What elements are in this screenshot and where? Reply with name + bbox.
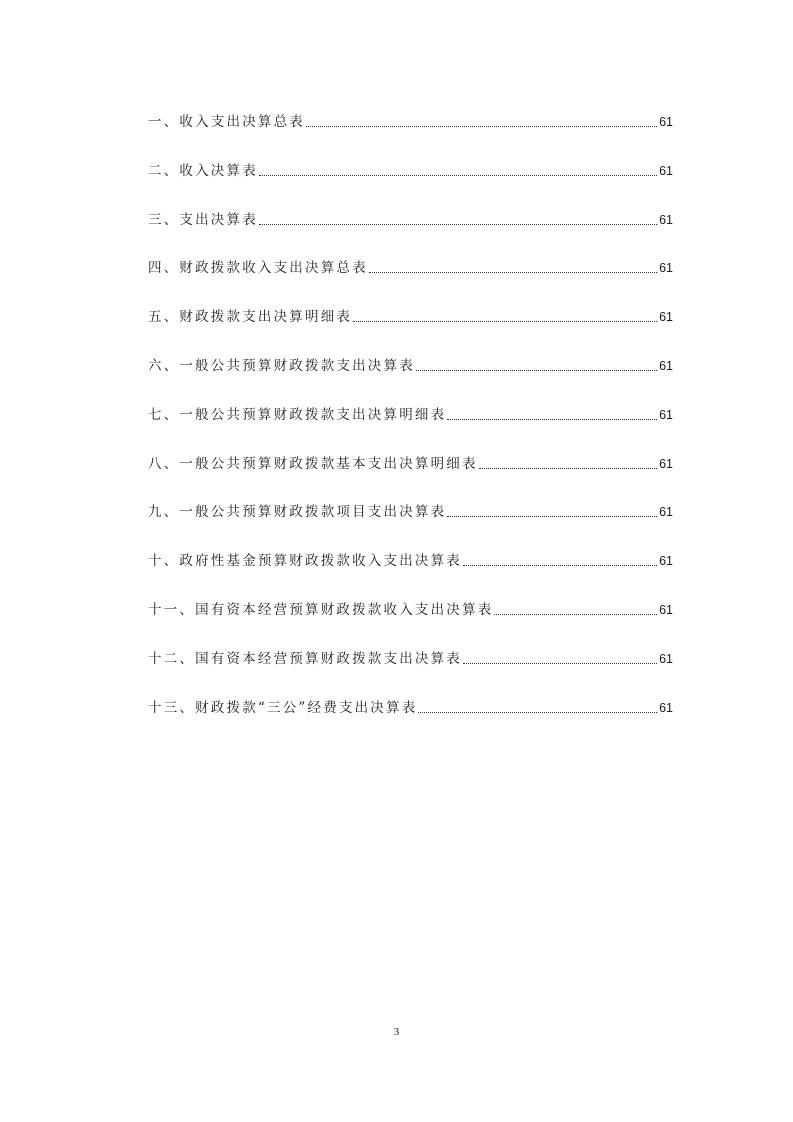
table-of-contents (148, 110, 673, 744)
toc-entry-title: 十二、国有资本经营预算财政拨款支出决算表 (148, 650, 462, 667)
toc-dot-leader (306, 126, 657, 127)
toc-entry-page: 61 (659, 163, 673, 178)
toc-dot-leader (447, 419, 657, 420)
toc-dot-leader (418, 712, 657, 713)
toc-entry-title: 七、一般公共预算财政拨款支出决算明细表 (148, 406, 447, 423)
toc-entry-page: 61 (659, 456, 673, 471)
toc-entry-title: 六、一般公共预算财政拨款支出决算表 (148, 357, 415, 374)
toc-entry-title: 十三、财政拨款“三公”经费支出决算表 (148, 699, 418, 716)
toc-entry[interactable] (148, 159, 673, 183)
toc-entry-page: 61 (659, 554, 673, 569)
toc-dot-leader (463, 663, 657, 664)
toc-dot-leader (494, 614, 657, 615)
toc-entry-title: 十、政府性基金预算财政拨款收入支出决算表 (148, 553, 462, 570)
toc-entry-page: 61 (659, 261, 673, 276)
toc-entry-page: 61 (659, 358, 673, 373)
toc-entry-title: 十一、国有资本经营预算财政拨款收入支出决算表 (148, 601, 494, 618)
toc-entry[interactable] (148, 208, 673, 232)
page-number: 3 (393, 1026, 400, 1038)
toc-entry-page: 61 (659, 407, 673, 422)
toc-dot-leader (369, 272, 657, 273)
toc-entry-title: 四、财政拨款收入支出决算总表 (148, 260, 368, 277)
toc-entry-title: 八、一般公共预算财政拨款基本支出决算明细表 (148, 455, 478, 472)
toc-dot-leader (447, 516, 657, 517)
toc-entry[interactable] (148, 256, 673, 280)
toc-dot-leader (479, 468, 657, 469)
toc-entry[interactable] (148, 305, 673, 329)
toc-entry[interactable] (148, 598, 673, 622)
toc-dot-leader (259, 175, 657, 176)
toc-entry[interactable] (148, 354, 673, 378)
toc-entry[interactable] (148, 500, 673, 524)
toc-entry[interactable] (148, 549, 673, 573)
toc-entry-title: 五、财政拨款支出决算明细表 (148, 309, 353, 326)
toc-entry[interactable] (148, 696, 673, 720)
toc-dot-leader (463, 565, 657, 566)
toc-dot-leader (416, 370, 657, 371)
toc-entry[interactable] (148, 403, 673, 427)
toc-entry-title: 二、收入决算表 (148, 162, 258, 179)
toc-entry-title: 一、收入支出决算总表 (148, 114, 305, 130)
toc-entry-title: 三、支出决算表 (148, 211, 258, 228)
toc-dot-leader (259, 224, 657, 225)
toc-entry[interactable] (148, 452, 673, 476)
toc-entry-title: 九、一般公共预算财政拨款项目支出决算表 (148, 504, 447, 521)
toc-entry-page: 61 (659, 212, 673, 227)
toc-entry[interactable] (148, 110, 673, 134)
toc-entry[interactable] (148, 647, 673, 671)
toc-entry-page: 61 (659, 651, 673, 666)
toc-entry-page: 61 (659, 505, 673, 520)
toc-entry-page: 61 (659, 310, 673, 325)
toc-dot-leader (353, 321, 657, 322)
toc-entry-page: 61 (659, 700, 673, 715)
toc-entry-page: 61 (659, 115, 673, 129)
toc-entry-page: 61 (659, 602, 673, 617)
